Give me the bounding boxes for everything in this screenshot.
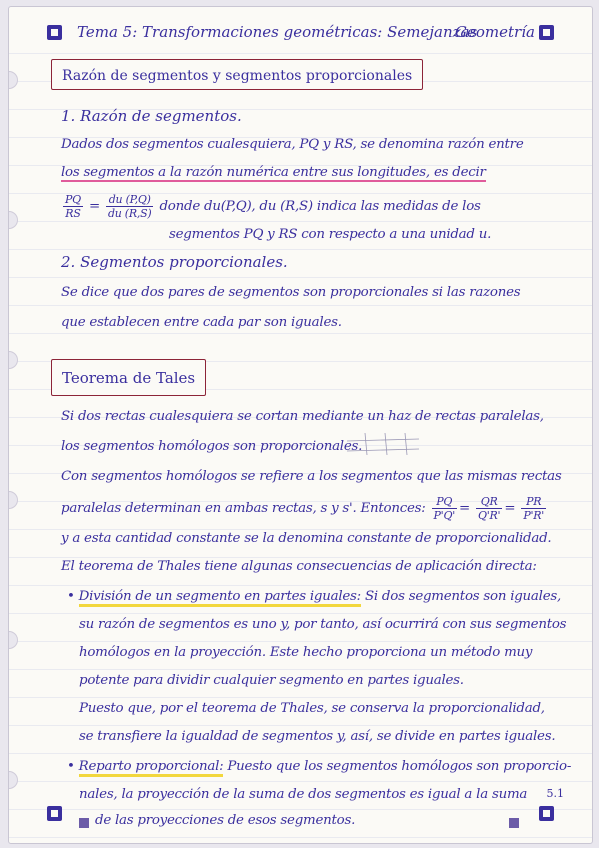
- section-title-box: [51, 59, 423, 90]
- text-line: que establecen entre cada par son iguales.: [61, 315, 342, 330]
- section-title: Teorema de Tales: [62, 369, 196, 387]
- text-line: Con segmentos homólogos se refiere a los segmentos que las mismas rectas: [61, 469, 562, 484]
- ruled-line: [9, 221, 592, 222]
- heading-segmentos: 2. Segmentos proporcionales.: [61, 253, 288, 271]
- ruled-line: [9, 613, 592, 614]
- text-line: Si dos rectas cualesquiera se cortan mediante un haz de rectas paralelas,: [61, 409, 544, 424]
- notebook-page: [8, 6, 593, 844]
- ruled-line: [9, 529, 592, 530]
- section-title: Razón de segmentos y segmentos proporcionales: [62, 68, 413, 84]
- ruled-line: [9, 277, 592, 278]
- section-title-box: [51, 359, 206, 396]
- text-line: Puesto que, por el teorema de Thales, se conserva la proporcionalidad,: [79, 701, 545, 716]
- corner-marker-icon: [47, 25, 62, 40]
- text-line: su razón de segmentos es uno y, por tanto, así ocurrirá con sus segmentos: [79, 617, 567, 632]
- binder-hole-icon: [8, 631, 18, 649]
- binder-hole-icon: [8, 351, 18, 369]
- binder-hole-icon: [8, 491, 18, 509]
- binder-hole-icon: [8, 211, 18, 229]
- corner-marker-icon: [539, 25, 554, 40]
- ruled-line: [9, 697, 592, 698]
- ruled-line: [9, 781, 592, 782]
- text-line: Se dice que dos pares de segmentos son proporcionales si las razones: [61, 285, 521, 300]
- text-line: de las proyecciones de esos segmentos.: [95, 813, 356, 828]
- corner-marker-icon: [539, 806, 554, 821]
- ruled-line: [9, 669, 592, 670]
- ruled-line: [9, 557, 592, 558]
- ruled-line: [9, 753, 592, 754]
- text-line: nales, la proyección de la suma de dos segmentos es igual a la suma: [79, 787, 528, 802]
- bullet-square-icon: [509, 818, 519, 828]
- text-line: los segmentos homólogos son proporcionales.: [61, 439, 363, 454]
- text-line: los segmentos a la razón numérica entre sus longitudes, es decir: [61, 165, 486, 180]
- binder-hole-icon: [8, 71, 18, 89]
- ruled-line: [9, 725, 592, 726]
- ruled-line: [9, 53, 592, 54]
- subject-label: Geometría: [455, 23, 535, 41]
- text-line: potente para dividir cualquier segmento en partes iguales.: [79, 673, 464, 688]
- fraction: $\frac{PR}{P'R'}$: [523, 495, 545, 522]
- bullet-square-icon: [79, 818, 89, 828]
- heading-razon: 1. Razón de segmentos.: [61, 107, 242, 125]
- binder-hole-icon: [8, 771, 18, 789]
- text-line: Dados dos segmentos cualesquiera, PQ y RS, se denomina razón entre: [61, 137, 524, 152]
- bullet-item: • Reparto proporcional: Puesto que los segmentos homólogos son proporcio-: [67, 759, 571, 774]
- text-line: El teorema de Thales tiene algunas consecuencias de aplicación directa:: [61, 559, 537, 574]
- text-line: y a esta cantidad constante se la denomina constante de proporcionalidad.: [61, 531, 552, 546]
- text-line: segmentos PQ y RS con respecto a una unidad u.: [169, 227, 492, 242]
- formula-line: $\frac{PQ}{RS}$ = $\frac{du (P,Q)}{du (R,S)}$ donde du(P,Q), du (R,S) indica las medidas de los: [65, 193, 481, 220]
- ruled-line: [9, 585, 592, 586]
- ruled-line: [9, 305, 592, 306]
- bullet-item: • División de un segmento en partes iguales: Si dos segmentos son iguales,: [67, 589, 561, 604]
- page-number: 5.1: [546, 787, 564, 800]
- ruled-line: [9, 837, 592, 838]
- text-line: homólogos en la proyección. Este hecho proporciona un método muy: [79, 645, 533, 660]
- ruled-line: [9, 333, 592, 334]
- fraction: $\frac{PQ}{P'Q'}$: [433, 495, 455, 522]
- ruled-line: [9, 249, 592, 250]
- formula-line: paralelas determinan en ambas rectas, s y s'. Entonces: $\frac{PQ}{P'Q'}$ = $\frac{QR}{Q'R'}$ = $\frac{PR}{P'R'}$: [61, 495, 545, 522]
- corner-marker-icon: [47, 806, 62, 821]
- fraction: $\frac{QR}{Q'R'}$: [477, 495, 501, 522]
- fraction: $\frac{du (P,Q)}{du (R,S)}$: [107, 193, 152, 220]
- page-title: Tema 5: Transformaciones geométricas: Semejanzas: [77, 23, 478, 41]
- ruled-line: [9, 641, 592, 642]
- fraction: $\frac{PQ}{RS}$: [65, 193, 81, 220]
- thales-sketch-icon: [345, 431, 421, 457]
- ruled-line: [9, 809, 592, 810]
- text-line: se transfiere la igualdad de segmentos y, así, se divide en partes iguales.: [79, 729, 556, 744]
